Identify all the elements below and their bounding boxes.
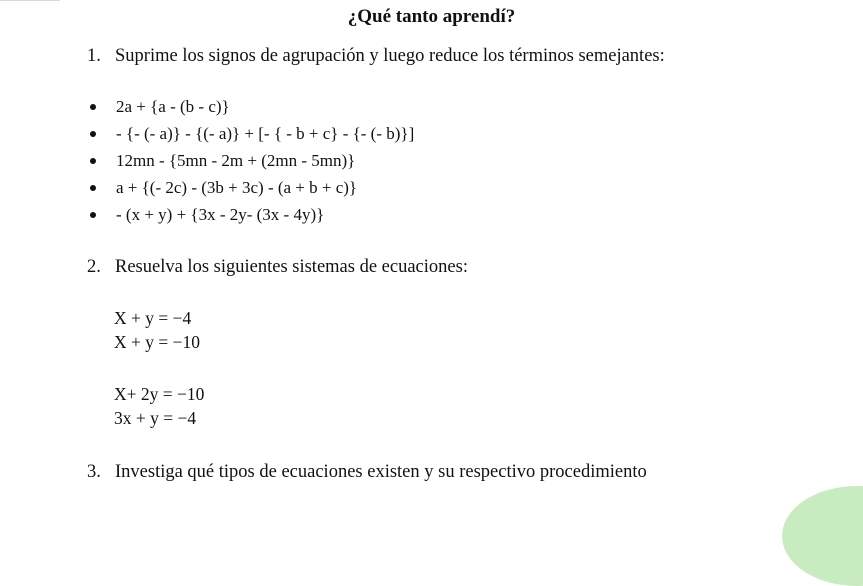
bullet-icon	[90, 185, 96, 191]
expression-item	[90, 174, 414, 201]
question-1-text: Suprime los signos de agrupación y luego reduce los términos semejantes:	[115, 46, 665, 66]
page-title: ¿Qué tanto aprendí?	[347, 6, 516, 27]
question-2-number: 2.	[87, 257, 101, 277]
question-1	[87, 44, 665, 68]
expression-text: 12mn - {5mn - 2m + (2mn - 5mn)}	[116, 151, 356, 170]
bullet-icon	[90, 212, 96, 218]
expression-list	[90, 93, 414, 228]
bullet-icon	[90, 104, 96, 110]
expression-text: 2a + {a - (b - c)}	[116, 97, 230, 116]
expression-text: a + {(- 2c) - (3b + 3c) - (a + b + c)}	[116, 178, 358, 197]
expression-item	[90, 120, 414, 147]
system-1-equation-2: X + y = −10	[114, 332, 200, 352]
question-3-text: Investiga qué tipos de ecuaciones existen y su respectivo procedimiento	[115, 462, 647, 482]
question-3-number: 3.	[87, 462, 101, 482]
system-2-equation-2: 3x + y = −4	[114, 408, 197, 428]
expression-item	[90, 201, 414, 228]
top-divider	[0, 0, 60, 1]
system-2-equation-1: X+ 2y = −10	[114, 384, 205, 404]
question-2-text: Resuelva los siguientes sistemas de ecuaciones:	[115, 257, 468, 277]
bullet-icon	[90, 158, 96, 164]
question-1-number: 1.	[87, 46, 101, 66]
question-2	[87, 255, 468, 279]
system-1-equation-1: X + y = −4	[114, 308, 192, 328]
expression-item	[90, 147, 414, 174]
expression-text: - {- (- a)} - {(- a)} + [- { - b + c} - {- (- b)}]	[116, 124, 415, 143]
bullet-icon	[90, 131, 96, 137]
expression-item	[90, 93, 414, 120]
expression-text: - (x + y) + {3x - 2y- (3x - 4y)}	[116, 205, 325, 224]
question-3	[87, 460, 647, 484]
decorative-green-shape	[782, 486, 863, 586]
